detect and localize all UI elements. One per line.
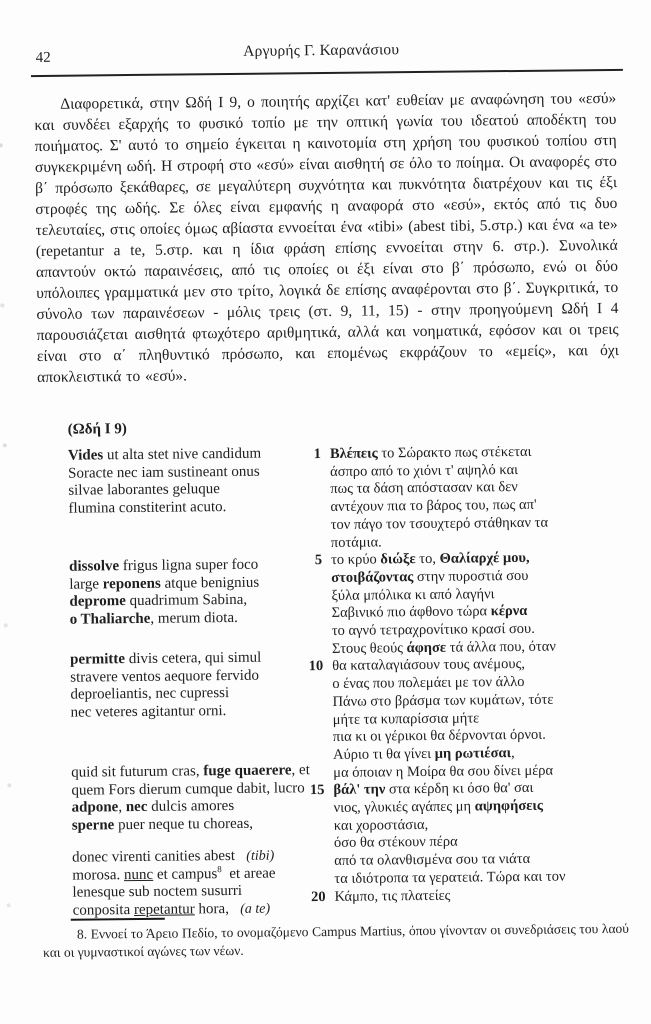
translation-text: τα ιδιότροπα τα γερατειά. Τώρα και τον <box>334 868 566 887</box>
latin-line: o Thaliarche, merum diota. <box>69 609 238 628</box>
translation-text: ποτάμια. <box>330 533 382 551</box>
verse-number: 15 <box>309 782 325 799</box>
latin-stanza <box>71 762 342 835</box>
latin-line: conposita repetantur hora, (a te) <box>72 900 271 919</box>
scan-noise <box>0 143 3 147</box>
translation-text: ξύλα μπόλικα κι από λαγήνι <box>331 585 495 604</box>
translation-text: και χοροστάσια, <box>333 816 429 834</box>
footnote: 8. Εννοεί το Άρειο Πεδίο, το ονομαζόμενο Campus Martius, όπου γίνονταν οι συνεδριάσεις του λαού και οι γυμναστικοί αγώνες των νέων. <box>43 920 629 960</box>
translation-text: θα καταλαγιάσουν τους ανέμους, <box>332 656 525 675</box>
latin-line: donec virenti canities abest (tibi) <box>72 847 275 866</box>
poem-heading: (Ωδή Ι 9) <box>67 421 127 438</box>
latin-line: morosa. nunc et campus$^8$ et areae <box>72 863 276 884</box>
translation-text: Πάνω στο βράσμα των κυμάτων, τότε <box>332 691 554 710</box>
latin-line: permitte divis cetera, qui simul <box>69 649 262 668</box>
verse-number: 20 <box>310 888 326 905</box>
latin-line: deprome quadrimum Sabina, <box>69 591 248 610</box>
translation-text: τον πάγο τον τσουχτερό στάθηκαν τα <box>330 514 549 533</box>
latin-line: deproeliantis, nec cupressi <box>70 685 230 703</box>
latin-line: quem Fors dierum cumque dabit, lucro <box>71 779 305 799</box>
translation-text: Σαβινικό πιο άφθονο τώρα κέρνα <box>331 603 528 622</box>
translation-text: νιος, γλυκιές αγάπες μη αψηφήσεις <box>333 797 544 816</box>
translation-line <box>305 885 635 906</box>
translation-text: άσπρο από το χιόνι τ' αψηλό και <box>330 461 519 480</box>
latin-line: stravere ventos aequore fervido <box>70 667 259 686</box>
translation-text: μήτε τα κυπαρίσσια μήτε <box>332 709 480 728</box>
translation-text: όσο θα στέκουν πέρα <box>333 834 458 852</box>
translation-column <box>301 443 636 907</box>
translation-text: βάλ' την στα κέρδη κι όσο θα' σαι <box>333 780 534 799</box>
latin-line: quid sit futurum cras, fuge quaerere, et <box>71 762 310 781</box>
latin-line: dissolve frigus ligna super foco <box>69 556 259 575</box>
translation-text: το αγνό τετραχρονίτικο κρασί σου. <box>331 620 535 639</box>
header-rule <box>31 69 623 77</box>
translation-text: στοιβάζοντας στην πυροστιά σου <box>331 567 529 586</box>
latin-stanza <box>72 847 343 920</box>
body-paragraph: Διαφορετικά, στην Ωδή Ι 9, ο ποιητής αρχίζει κατ' ευθείαν με αναφώνηση του «εσύ» και συνδέει εξαρχής το φυσικό τοπίο με την οπτική γωνία του ιδεατού αποδέκτη του ποιήματος. Σ' αυτό το σημείο έγκειται η καινοτομία στη χρήση του φυσικού τοπίου στη συγκεκριμένη ωδή. Η στροφή στο «εσύ» είναι αισθητή σε όλο το ποίημα. Οι αναφορές στο β΄ πρόσωπο ξεκάθαρες, σε μεγαλύτερη συχνότητα και πυκνότητα διατρέχουν και τις έξι στροφές της ωδής. Σε όλες είναι εμφανής η αναφορά στο «εσύ», εκτός από τις δυο τελευταίες, στις οποίες όμως αβίαστα εννοείται ένα «tibi» (abest tibi, 5.στρ.) και ένα «a te» (repetantur a te, 5.στρ. και η ίδια φράση επίσης εννοείται στην 6. στρ.). Συνολικά απαντούν οκτώ παραινέσεις, από τις οποίες οι έξι είναι στο β΄ πρόσωπο, ενώ οι δύο υπόλοιπες γραμματικά μεν στο τρίτο, λογικά δε επίσης αναφέρονται στο β΄. Συγκριτικά, το σύνολο των παραινέσεων - μόλις τρεις (στ. 9, 11, 15) - στην προηγούμενη Ωδή Ι 4 παρουσιάζεται αισθητά φτωχότερο αριθμητικά, αλλά και νοηματικά, εφόσον και οι τρεις είναι στο α΄ πληθυντικό πρόσωπο, και επομένως εκφράζουν το «εμείς», και όχι αποκλειστικά το «εσύ». <box>34 89 619 387</box>
latin-line: Vides ut alta stet nive candidum <box>67 445 262 464</box>
running-head: Αργυρής Γ. Καρανάσιου <box>243 41 400 60</box>
latin-line: Soracte nec iam sustineant onus <box>68 463 260 482</box>
translation-text: το κρύο διώξε το, Θαλίαρχέ μου, <box>330 550 530 569</box>
latin-stanza <box>68 445 339 518</box>
latin-line: silvae laborantes geluque <box>68 481 220 499</box>
latin-line: flumina constiterint acuto. <box>68 498 227 517</box>
footnote-separator <box>71 918 165 921</box>
translation-text: Βλέπεις το Σώρακτο πως στέκεται <box>329 443 532 462</box>
translation-text: πια κι οι γέρικοι θα δέρνονται όρνοι. <box>332 726 546 746</box>
page-number: 42 <box>35 49 51 67</box>
translation-text: ο ένας που πολεμάει με τον άλλο <box>332 674 525 693</box>
latin-stanza <box>70 649 341 722</box>
latin-line: sperne puer neque tu choreas, <box>71 815 254 834</box>
verse-number: 1 <box>313 446 322 463</box>
latin-line: large reponens atque benignius <box>69 574 260 593</box>
translation-text: αντέχουν πια το βάρος του, πως απ' <box>330 496 537 516</box>
translation-text: από τα ολανθισμένα σου τα νιάτα <box>334 851 531 870</box>
latin-line: lenesque sub noctem susurri <box>72 882 243 901</box>
verse-number: 5 <box>314 552 323 569</box>
latin-line: nec veteres agitantur orni. <box>70 702 227 721</box>
translation-text: Αύριο τι θα γίνει μη ρωτιέσαι, <box>332 744 515 763</box>
latin-line: adpone, nec dulcis amores <box>71 797 235 816</box>
translation-text: πως τα δάση απόστασαν και δεν <box>330 479 518 498</box>
translation-text: Κάμπο, τις πλατείες <box>334 887 451 905</box>
translation-text: Στους θεούς άφησε τά άλλα που, όταν <box>331 638 556 657</box>
latin-stanza <box>69 556 340 629</box>
verse-number: 10 <box>308 658 324 675</box>
translation-text: μα όποιαν η Μοίρα θα σου δίνει μέρα <box>333 762 554 781</box>
